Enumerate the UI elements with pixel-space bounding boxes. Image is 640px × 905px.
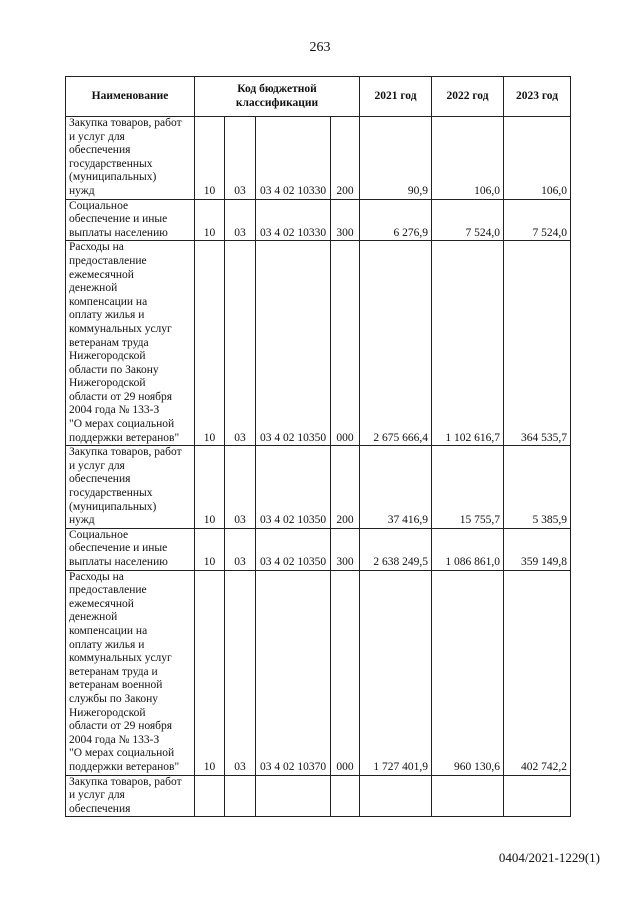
- cell-pr: 03: [225, 199, 256, 241]
- cell-rz: [195, 775, 225, 817]
- cell-pr: 03: [225, 528, 256, 570]
- cell-name: Закупка товаров, работ и услуг для обеспечения государственных (муниципальных) нужд: [66, 446, 195, 529]
- cell-y2022: [432, 775, 504, 817]
- cell-rz: 10: [195, 570, 225, 775]
- cell-y2023: 5 385,9: [504, 446, 571, 529]
- header-budget-code: Код бюджетной классификации: [195, 77, 360, 117]
- table-row: [66, 241, 571, 446]
- cell-y2023: 106,0: [504, 117, 571, 200]
- cell-y2021: 90,9: [360, 117, 432, 200]
- cell-y2022: 15 755,7: [432, 446, 504, 529]
- table-row: [66, 528, 571, 570]
- cell-csr: 03 4 02 10330: [256, 199, 331, 241]
- cell-y2022: 7 524,0: [432, 199, 504, 241]
- table-row: [66, 570, 571, 775]
- cell-y2021: 1 727 401,9: [360, 570, 432, 775]
- header-name: Наименование: [66, 77, 195, 117]
- cell-vr: 300: [331, 528, 360, 570]
- cell-vr: 300: [331, 199, 360, 241]
- header-2023: 2023 год: [504, 77, 571, 117]
- cell-name: Расходы на предоставление ежемесячной денежной компенсации на оплату жилья и коммунальных услуг ветеранам труда и ветеранам военной службы по Закону Нижегородской области от 29 ноября 2004 года № 133-З "О мерах социальной поддержки ветеранов": [66, 570, 195, 775]
- cell-pr: 03: [225, 117, 256, 200]
- cell-pr: 03: [225, 570, 256, 775]
- cell-rz: 10: [195, 528, 225, 570]
- cell-name: Закупка товаров, работ и услуг для обеспечения государственных (муниципальных) нужд: [66, 117, 195, 200]
- cell-y2022: 1 102 616,7: [432, 241, 504, 446]
- cell-name: Закупка товаров, работ и услуг для обеспечения: [66, 775, 195, 817]
- cell-csr: 03 4 02 10350: [256, 241, 331, 446]
- cell-vr: 200: [331, 446, 360, 529]
- document-code: 0404/2021-1229(1): [498, 850, 600, 865]
- cell-y2022: 1 086 861,0: [432, 528, 504, 570]
- cell-y2023: [504, 775, 571, 817]
- cell-y2023: 402 742,2: [504, 570, 571, 775]
- cell-pr: [225, 775, 256, 817]
- cell-csr: 03 4 02 10350: [256, 528, 331, 570]
- cell-y2022: 960 130,6: [432, 570, 504, 775]
- cell-vr: [331, 775, 360, 817]
- cell-vr: 200: [331, 117, 360, 200]
- cell-y2021: 6 276,9: [360, 199, 432, 241]
- table-row: [66, 117, 571, 200]
- table-row: [66, 199, 571, 241]
- cell-csr: [256, 775, 331, 817]
- cell-y2021: [360, 775, 432, 817]
- cell-rz: 10: [195, 446, 225, 529]
- cell-csr: 03 4 02 10350: [256, 446, 331, 529]
- table-body: [66, 117, 571, 817]
- cell-y2023: 7 524,0: [504, 199, 571, 241]
- table-row: [66, 446, 571, 529]
- cell-rz: 10: [195, 199, 225, 241]
- cell-name: Социальное обеспечение и иные выплаты населению: [66, 199, 195, 241]
- cell-y2022: 106,0: [432, 117, 504, 200]
- header-2021: 2021 год: [360, 77, 432, 117]
- budget-table: [65, 76, 571, 817]
- cell-y2023: 359 149,8: [504, 528, 571, 570]
- header-2022: 2022 год: [432, 77, 504, 117]
- cell-csr: 03 4 02 10330: [256, 117, 331, 200]
- cell-y2021: 37 416,9: [360, 446, 432, 529]
- table-row: [66, 775, 571, 817]
- cell-pr: 03: [225, 446, 256, 529]
- cell-csr: 03 4 02 10370: [256, 570, 331, 775]
- cell-name: Расходы на предоставление ежемесячной денежной компенсации на оплату жилья и коммунальных услуг ветеранам труда Нижегородской области по Закону Нижегородской области от 29 ноября 2004 года № 133-З "О мерах социальной поддержки ветеранов": [66, 241, 195, 446]
- cell-vr: 000: [331, 241, 360, 446]
- cell-y2023: 364 535,7: [504, 241, 571, 446]
- page-number: 263: [309, 40, 331, 55]
- cell-y2021: 2 638 249,5: [360, 528, 432, 570]
- table-header-row: [66, 77, 571, 117]
- cell-rz: 10: [195, 117, 225, 200]
- cell-name: Социальное обеспечение и иные выплаты населению: [66, 528, 195, 570]
- cell-pr: 03: [225, 241, 256, 446]
- cell-rz: 10: [195, 241, 225, 446]
- cell-vr: 000: [331, 570, 360, 775]
- cell-y2021: 2 675 666,4: [360, 241, 432, 446]
